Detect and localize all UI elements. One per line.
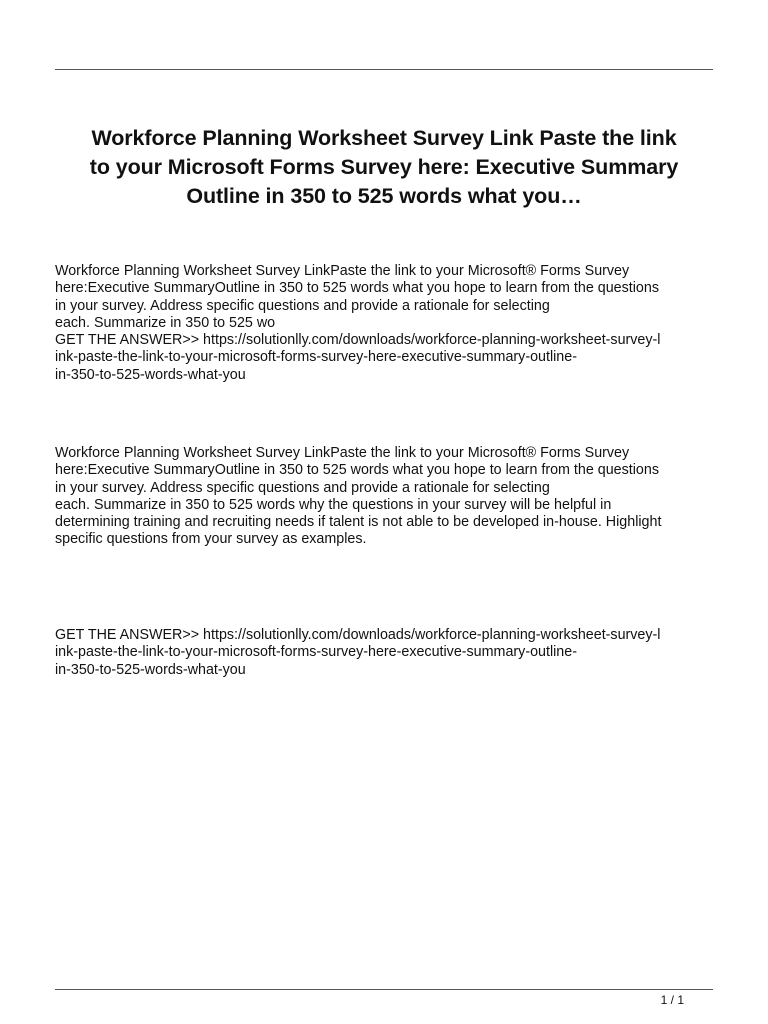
page-number: 1 / 1 <box>660 993 684 1007</box>
answer-link-line: GET THE ANSWER>> https://solutionlly.com/downloads/workforce-planning-worksheet-survey-l <box>55 627 661 643</box>
answer-link-line: in-350-to-525-words-what-you <box>55 661 246 678</box>
title-line: to your Microsoft Forms Survey here: Executive Summary <box>89 155 679 179</box>
document-title <box>40 124 728 211</box>
text-line: in your survey. Address specific questions and provide a rationale for selecting <box>55 297 550 314</box>
answer-link-line: ink-paste-the-link-to-your-microsoft-forms-survey-here-executive-summary-outline- <box>55 349 577 366</box>
answer-link-line: GET THE ANSWER>> https://solutionlly.com/downloads/workforce-planning-worksheet-survey-l <box>55 332 661 349</box>
summary-paragraph <box>55 263 725 384</box>
description-paragraph <box>55 445 725 549</box>
text-line: here:Executive SummaryOutline in 350 to 525 words what you hope to learn from the questions <box>55 462 659 479</box>
text-line: specific questions from your survey as examples. <box>55 531 367 548</box>
text-line: each. Summarize in 350 to 525 wo <box>55 314 276 331</box>
top-rule <box>55 69 713 70</box>
text-line: Workforce Planning Worksheet Survey LinkPaste the link to your Microsoft® Forms Survey <box>55 263 630 279</box>
text-line: Workforce Planning Worksheet Survey LinkPaste the link to your Microsoft® Forms Survey <box>55 445 630 461</box>
answer-paragraph <box>55 627 725 679</box>
text-line: in your survey. Address specific questions and provide a rationale for selecting <box>55 479 550 496</box>
title-line: Workforce Planning Worksheet Survey Link Paste the link <box>91 126 677 150</box>
text-line: each. Summarize in 350 to 525 words why the questions in your survey will be helpful in <box>55 496 612 513</box>
footer-rule <box>55 989 713 990</box>
title-line: Outline in 350 to 525 words what you… <box>186 184 582 208</box>
answer-link-line: ink-paste-the-link-to-your-microsoft-forms-survey-here-executive-summary-outline- <box>55 644 577 661</box>
text-line: determining training and recruiting needs if talent is not able to be developed in-house. Highlight <box>55 514 662 531</box>
answer-link-line: in-350-to-525-words-what-you <box>55 366 246 383</box>
text-line: here:Executive SummaryOutline in 350 to 525 words what you hope to learn from the questions <box>55 280 659 297</box>
